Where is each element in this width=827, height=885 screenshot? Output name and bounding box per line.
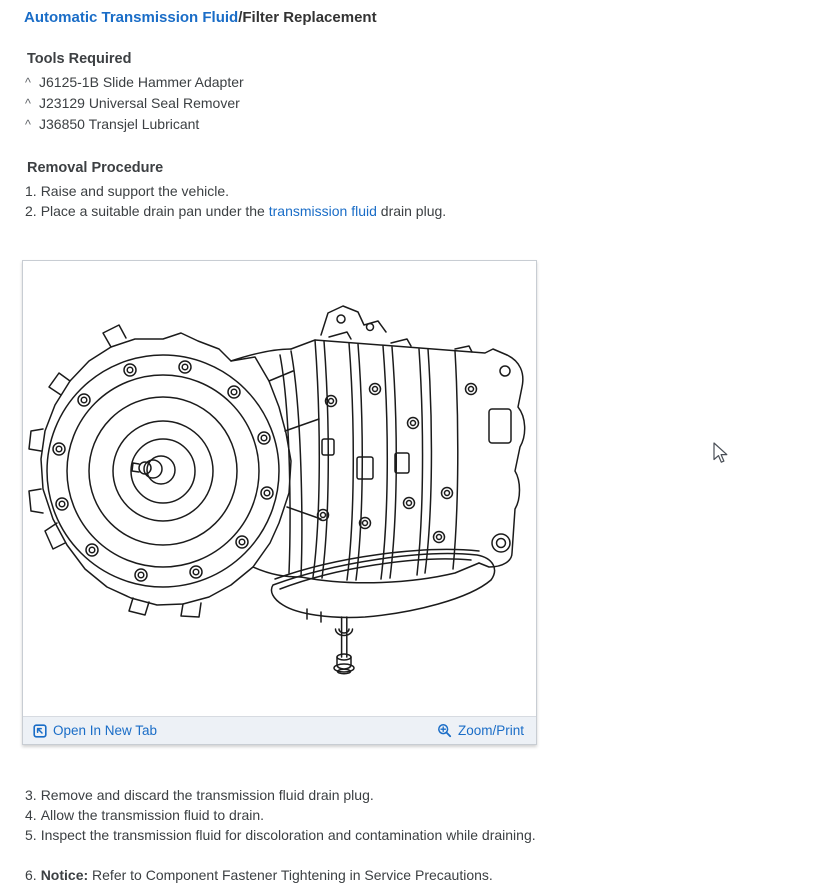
step-4: [27, 805, 827, 825]
tools-required-heading: Tools Required: [27, 51, 132, 67]
tool-item: [27, 93, 827, 114]
tool-item: [27, 72, 827, 93]
open-in-new-tab-icon: [33, 724, 47, 738]
step-text: drain plug.: [376, 203, 447, 219]
figure-frame: [22, 260, 537, 745]
step-text: Raise and support the vehicle.: [40, 183, 230, 199]
step-text: Allow the transmission fluid to drain.: [40, 807, 265, 823]
step-number: 1.: [25, 183, 37, 199]
tool-bullet: ^: [25, 118, 31, 132]
tool-item: [27, 114, 827, 135]
step-6: [27, 865, 827, 885]
step-number: 2.: [25, 203, 37, 219]
notice-label: Notice:: [40, 867, 89, 883]
tool-item-label: J6125-1B Slide Hammer Adapter: [39, 74, 244, 90]
procedure-steps-continued: [27, 785, 827, 885]
step-text: Place a suitable drain pan under the: [40, 203, 269, 219]
tool-item-label: J23129 Universal Seal Remover: [39, 95, 240, 111]
step-1: [27, 181, 827, 201]
step-text: Remove and discard the transmission fluid drain plug.: [40, 787, 374, 803]
removal-procedure-heading: Removal Procedure: [27, 160, 164, 176]
step-text: Refer to Component Fastener Tightening in Service Precautions.: [88, 867, 493, 883]
zoom-in-icon: [437, 723, 452, 738]
zoom-print-label: Zoom/Print: [457, 723, 524, 738]
tool-item-label: J36850 Transjel Lubricant: [39, 116, 200, 132]
zoom-print-button[interactable]: [437, 723, 524, 738]
transmission-diagram: [23, 261, 536, 716]
transmission-fluid-link[interactable]: transmission fluid: [268, 203, 377, 219]
step-number: 3.: [25, 787, 37, 803]
step-3: [27, 785, 827, 805]
step-number: 4.: [25, 807, 37, 823]
tool-bullet: ^: [25, 76, 31, 90]
step-number: 5.: [25, 827, 37, 843]
step-text: Inspect the transmission fluid for discoloration and contamination while draining.: [40, 827, 536, 843]
title-suffix: /Filter Replacement: [238, 9, 377, 26]
tool-bullet: ^: [25, 97, 31, 111]
open-in-new-tab-label: Open In New Tab: [53, 723, 158, 738]
step-2: [27, 201, 827, 221]
procedure-steps: [27, 181, 827, 221]
page-title: [24, 9, 827, 26]
step-5: [27, 825, 827, 845]
tools-list: [27, 72, 827, 135]
title-link[interactable]: Automatic Transmission Fluid: [24, 9, 239, 26]
step-number: 6.: [25, 867, 37, 883]
open-in-new-tab-button[interactable]: [33, 723, 157, 738]
figure-toolbar: [23, 716, 536, 744]
